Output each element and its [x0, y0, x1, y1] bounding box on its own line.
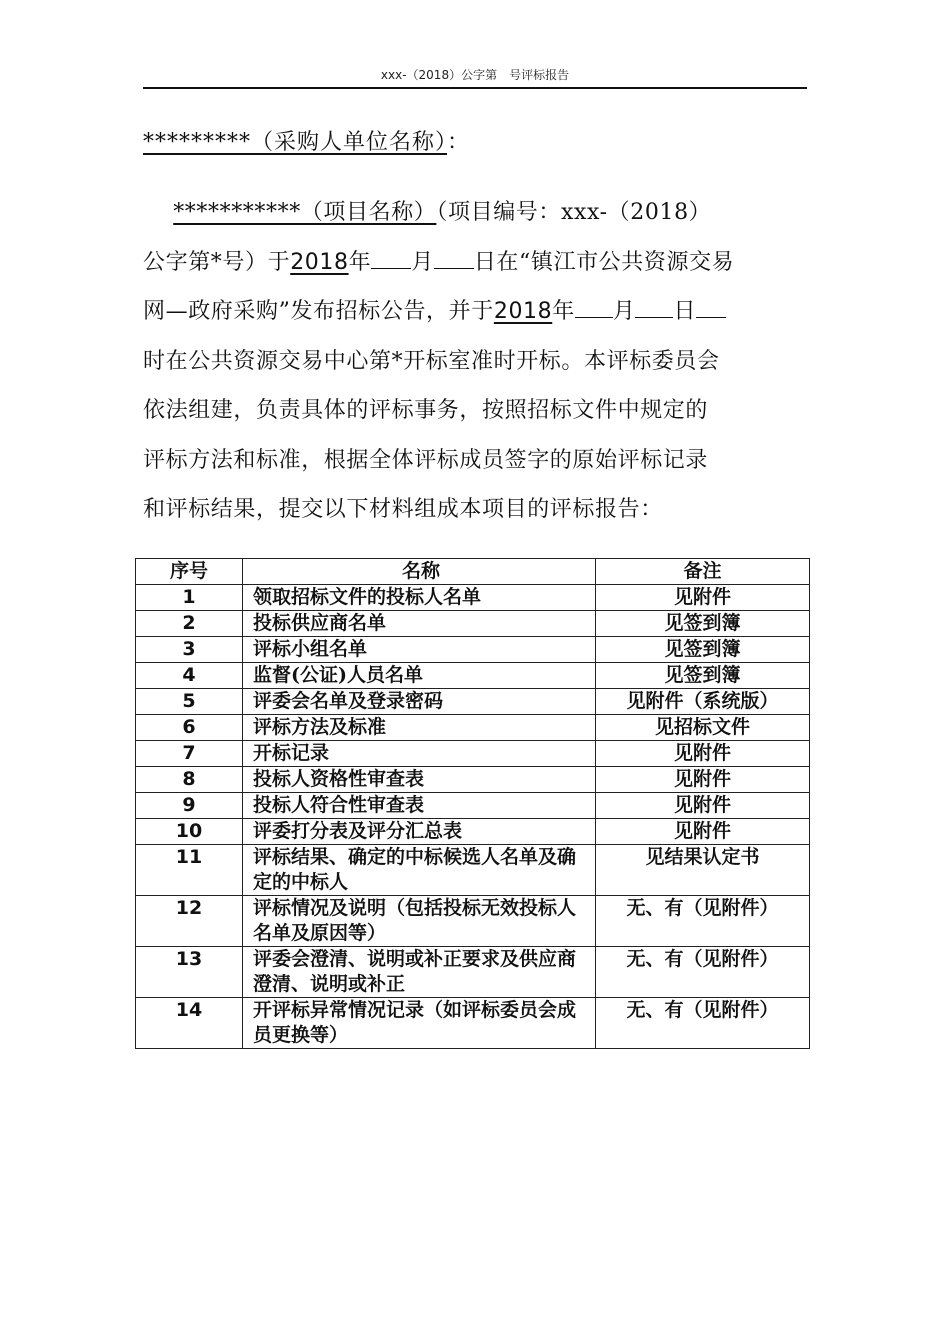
row-name: 投标人资格性审查表 [243, 767, 596, 793]
addressee-line [143, 125, 470, 156]
table-row [136, 767, 810, 793]
hour-blank [696, 293, 726, 318]
row-index: 5 [136, 689, 243, 715]
row-index: 10 [136, 819, 243, 845]
row-name: 评委会澄清、说明或补正要求及供应商澄清、说明或补正 [243, 947, 596, 998]
row-name: 监督(公证)人员名单 [243, 663, 596, 689]
day-blank-1 [434, 244, 474, 269]
row-name: 评委会名单及登录密码 [243, 689, 596, 715]
row-index: 6 [136, 715, 243, 741]
table-row [136, 741, 810, 767]
table-row [136, 689, 810, 715]
header-name: 名称 [243, 559, 596, 585]
paragraph-line-4: 时在公共资源交易中心第*开标室准时开标。本评标委员会 [143, 348, 720, 374]
table-row [136, 793, 810, 819]
materials-table [135, 558, 810, 1049]
row-index: 3 [136, 637, 243, 663]
row-name: 评标小组名单 [243, 637, 596, 663]
row-note: 见结果认定书 [596, 845, 810, 896]
paragraph-line-2: 公字第*号）于2018年 月 日在“镇江市公共资源交易 [143, 238, 807, 288]
table-row [136, 663, 810, 689]
row-note: 见附件 [596, 819, 810, 845]
addressee-colon: ： [447, 130, 471, 155]
header-index: 序号 [136, 559, 243, 585]
table-row [136, 611, 810, 637]
row-note: 见附件 [596, 741, 810, 767]
table-header-row [136, 559, 810, 585]
row-name: 评标结果、确定的中标候选人名单及确定的中标人 [243, 845, 596, 896]
purchaser-name-placeholder: *********（采购人单位名称） [143, 130, 448, 155]
paragraph-line-7: 和评标结果，提交以下材料组成本项目的评标报告： [143, 497, 663, 522]
row-note: 见签到簿 [596, 663, 810, 689]
row-note: 无、有（见附件） [596, 896, 810, 947]
row-index: 12 [136, 896, 243, 947]
row-note: 无、有（见附件） [596, 947, 810, 998]
day-blank-2 [635, 293, 673, 318]
row-name: 开评标异常情况记录（如评标委员会成员更换等） [243, 998, 596, 1049]
paragraph-line-1: ***********（项目名称）（项目编号：xxx-（2018） [173, 200, 712, 225]
row-note: 见附件（系统版） [596, 689, 810, 715]
row-name: 投标人符合性审查表 [243, 793, 596, 819]
intro-paragraph [143, 188, 807, 535]
header-divider [143, 87, 807, 89]
row-name: 投标供应商名单 [243, 611, 596, 637]
row-index: 1 [136, 585, 243, 611]
page-header-title: xxx-（2018）公字第 号评标报告 [380, 68, 570, 82]
row-name: 评标方法及标准 [243, 715, 596, 741]
table-row [136, 637, 810, 663]
row-index: 7 [136, 741, 243, 767]
year-1: 2018 [290, 249, 349, 275]
table-row [136, 715, 810, 741]
table-row [136, 896, 810, 947]
month-blank-2 [575, 293, 613, 318]
paragraph-line-5: 依法组建，负责具体的评标事务，按照招标文件中规定的 [143, 398, 709, 423]
table-row [136, 819, 810, 845]
table-row [136, 947, 810, 998]
paragraph-line-6: 评标方法和标准，根据全体评标成员签字的原始评标记录 [143, 447, 709, 473]
paragraph-line-3: 网—政府采购”发布招标公告，并于2018年 月 日 [143, 287, 807, 337]
row-index: 2 [136, 611, 243, 637]
row-note: 见签到簿 [596, 637, 810, 663]
row-note: 见附件 [596, 767, 810, 793]
table-body [136, 585, 810, 1049]
year-2: 2018 [493, 299, 553, 324]
row-index: 9 [136, 793, 243, 819]
row-note: 见签到簿 [596, 611, 810, 637]
row-note: 见附件 [596, 793, 810, 819]
row-index: 13 [136, 947, 243, 998]
project-name-placeholder: ***********（项目名称） [173, 200, 437, 225]
row-note: 见招标文件 [596, 715, 810, 741]
month-blank-1 [371, 244, 411, 269]
table-row [136, 845, 810, 896]
header-note: 备注 [596, 559, 810, 585]
row-note: 无、有（见附件） [596, 998, 810, 1049]
row-index: 14 [136, 998, 243, 1049]
table-row [136, 998, 810, 1049]
row-index: 8 [136, 767, 243, 793]
row-index: 11 [136, 845, 243, 896]
row-note: 见附件 [596, 585, 810, 611]
row-name: 开标记录 [243, 741, 596, 767]
row-index: 4 [136, 663, 243, 689]
row-name: 评委打分表及评分汇总表 [243, 819, 596, 845]
row-name: 评标情况及说明（包括投标无效投标人名单及原因等） [243, 896, 596, 947]
table-row [136, 585, 810, 611]
row-name: 领取招标文件的投标人名单 [243, 585, 596, 611]
